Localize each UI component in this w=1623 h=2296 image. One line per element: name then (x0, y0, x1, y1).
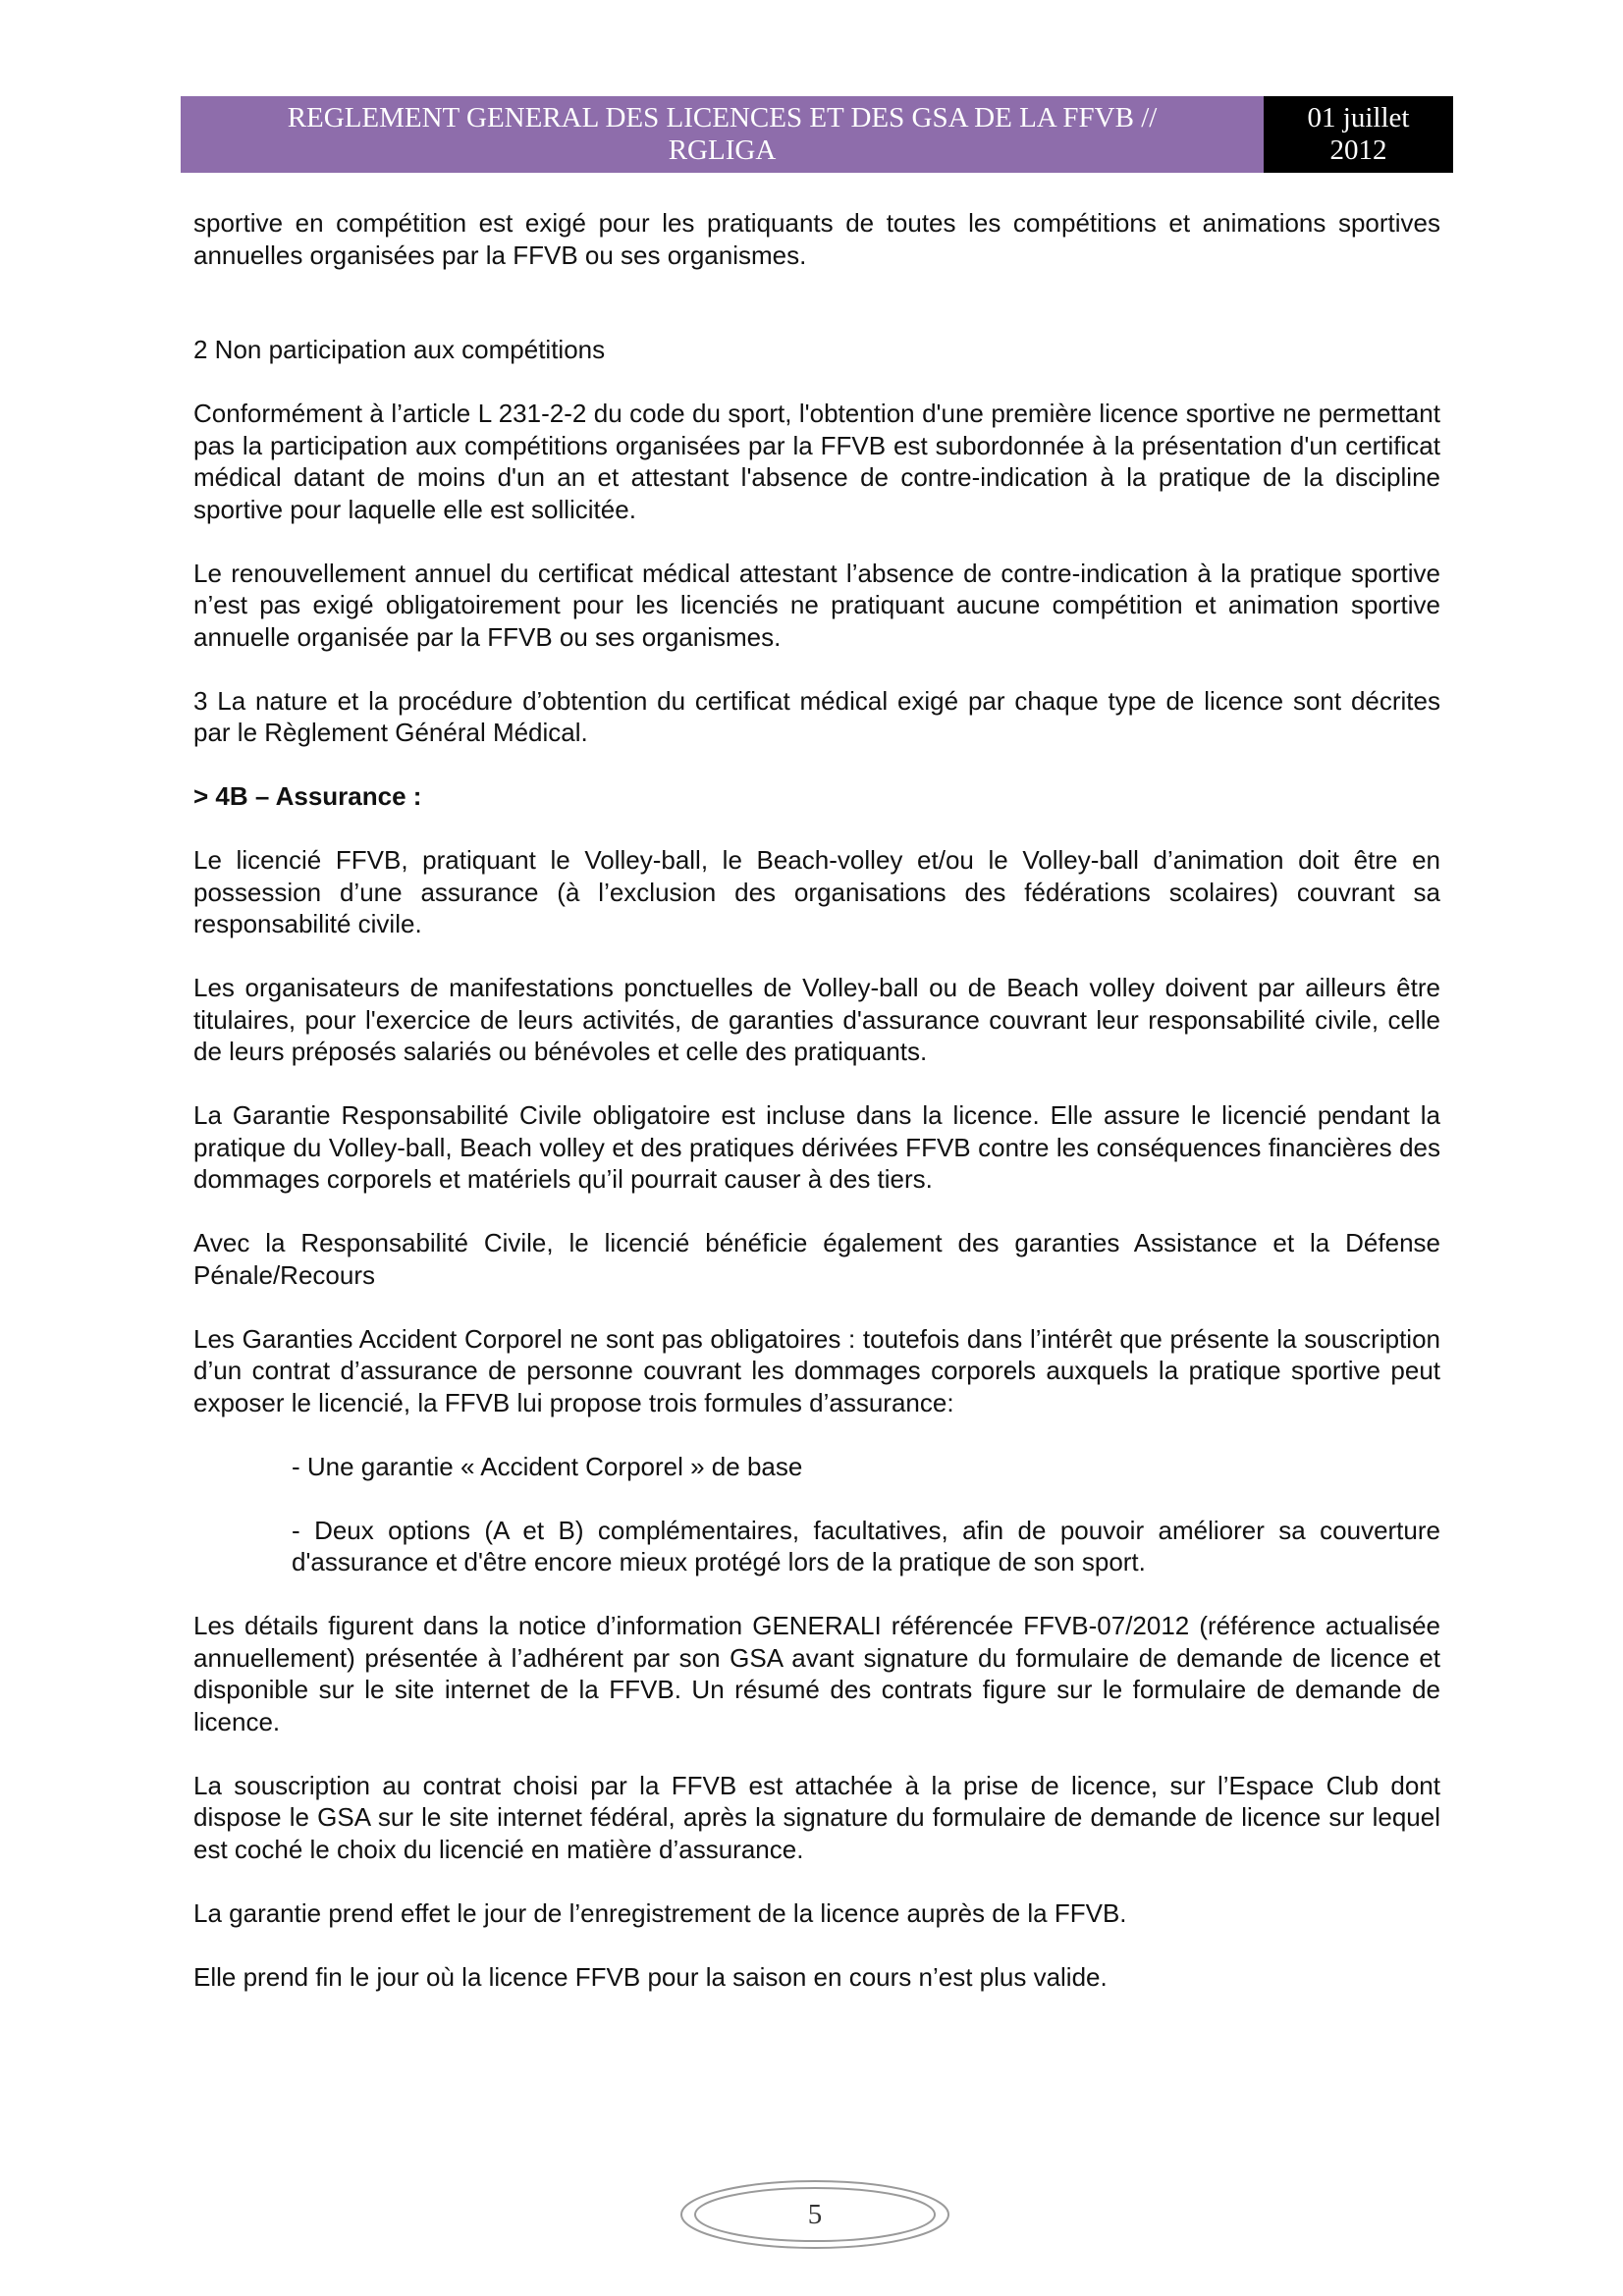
paragraph: La souscription au contrat choisi par la FFVB est attachée à la prise de licence, sur l’Espace Club dont dispose le GSA sur le site internet fédéral, après la signature du formulaire de demande de licence sur lequel est coché le choix du licencié en matière d’assurance. (193, 1770, 1440, 1864)
paragraph: Le licencié FFVB, pratiquant le Volley-ball, le Beach-volley et/ou le Volley-ball d’animation doit être en possession d’une assurance (à l’exclusion des organisations des fédérations scolaires) couvrant sa responsabilité civile. (193, 845, 1440, 938)
paragraph: Elle prend fin le jour où la licence FFVB pour la saison en cours n’est plus valide. (193, 1961, 1108, 1992)
header-date-line2: 2012 (1329, 134, 1387, 166)
paragraph: La Garantie Responsabilité Civile obligatoire est incluse dans la licence. Elle assure le licencié pendant la pratique du Volley-ball, Beach volley et des pratiques dérivées FFVB contre les conséquences financières des dommages corporels et matériels qu’il pourrait causer à des tiers. (193, 1100, 1440, 1194)
page-number: 5 (807, 2199, 823, 2230)
paragraph: Les Garanties Accident Corporel ne sont pas obligatoires : toutefois dans l’intérêt que présente la souscription d’un contrat d’assurance de personne couvrant les dommages corporels auxquels la pratique sportive peut exposer le licencié, la FFVB lui propose trois formules d’assurance: (193, 1323, 1440, 1417)
page-footer (677, 2177, 952, 2252)
paragraph: Les détails figurent dans la notice d’information GENERALI référencée FFVB-07/2012 (référence actualisée annuellement) présentée à l’adhérent par son GSA avant signature du formulaire de demande de licence et disponible sur le site internet de la FFVB. Un résumé des contrats figure sur le formulaire de demande de licence. (193, 1611, 1440, 1736)
page-header (181, 96, 1453, 173)
paragraph: 3 La nature et la procédure d’obtention du certificat médical exigé par chaque type de licence sont décrites par le Règlement Général Médical. (193, 685, 1440, 747)
paragraph: Avec la Responsabilité Civile, le licencié bénéficie également des garanties Assistance et la Défense Pénale/Recours (193, 1228, 1440, 1290)
header-title-line2: RGLIGA (668, 134, 777, 166)
paragraph: Le renouvellement annuel du certificat médical attestant l’absence de contre-indication à la pratique sportive n’est pas exigé obligatoirement pour les licenciés ne pratiquant aucune compétition et animation sportive annuelle organisée par la FFVB ou ses organismes. (193, 558, 1440, 652)
paragraph: La garantie prend effet le jour de l’enregistrement de la licence auprès de la FFVB. (193, 1897, 1127, 1928)
header-date-line1: 01 juillet (1307, 102, 1410, 133)
list-item: - Une garantie « Accident Corporel » de base (292, 1451, 803, 1481)
paragraph: Conformément à l’article L 231-2-2 du code du sport, l'obtention d'une première licence sportive ne permettant pas la participation aux compétitions organisées par la FFVB est subordonnée à la présentation d'un certificat médical datant de moins d'un an et attestant l'absence de contre-indication à la pratique de la discipline sportive pour laquelle elle est sollicitée. (193, 399, 1440, 524)
section-title: 2 Non participation aux compétitions (193, 335, 606, 364)
document-body (193, 207, 1440, 2025)
paragraph: sportive en compétition est exigé pour les pratiquants de toutes les compétitions et animations sportives annuelles organisées par la FFVB ou ses organismes. (193, 208, 1440, 270)
header-title (181, 96, 1264, 173)
paragraph: Les organisateurs de manifestations ponctuelles de Volley-ball ou de Beach volley doivent par ailleurs être titulaires, pour l'exercice de leurs activités, de garanties d'assurance couvrant leur responsabilité civile, celle de leurs préposés salariés ou bénévoles et celle des pratiquants. (193, 973, 1440, 1066)
header-title-line1: REGLEMENT GENERAL DES LICENCES ET DES GSA DE LA FFVB // (287, 102, 1158, 133)
section-heading: > 4B – Assurance : (193, 781, 422, 811)
list-item: - Deux options (A et B) complémentaires, facultatives, afin de pouvoir améliorer sa couverture d'assurance et d'être encore mieux protégé lors de la pratique de son sport. (292, 1515, 1440, 1576)
header-date (1264, 96, 1453, 173)
